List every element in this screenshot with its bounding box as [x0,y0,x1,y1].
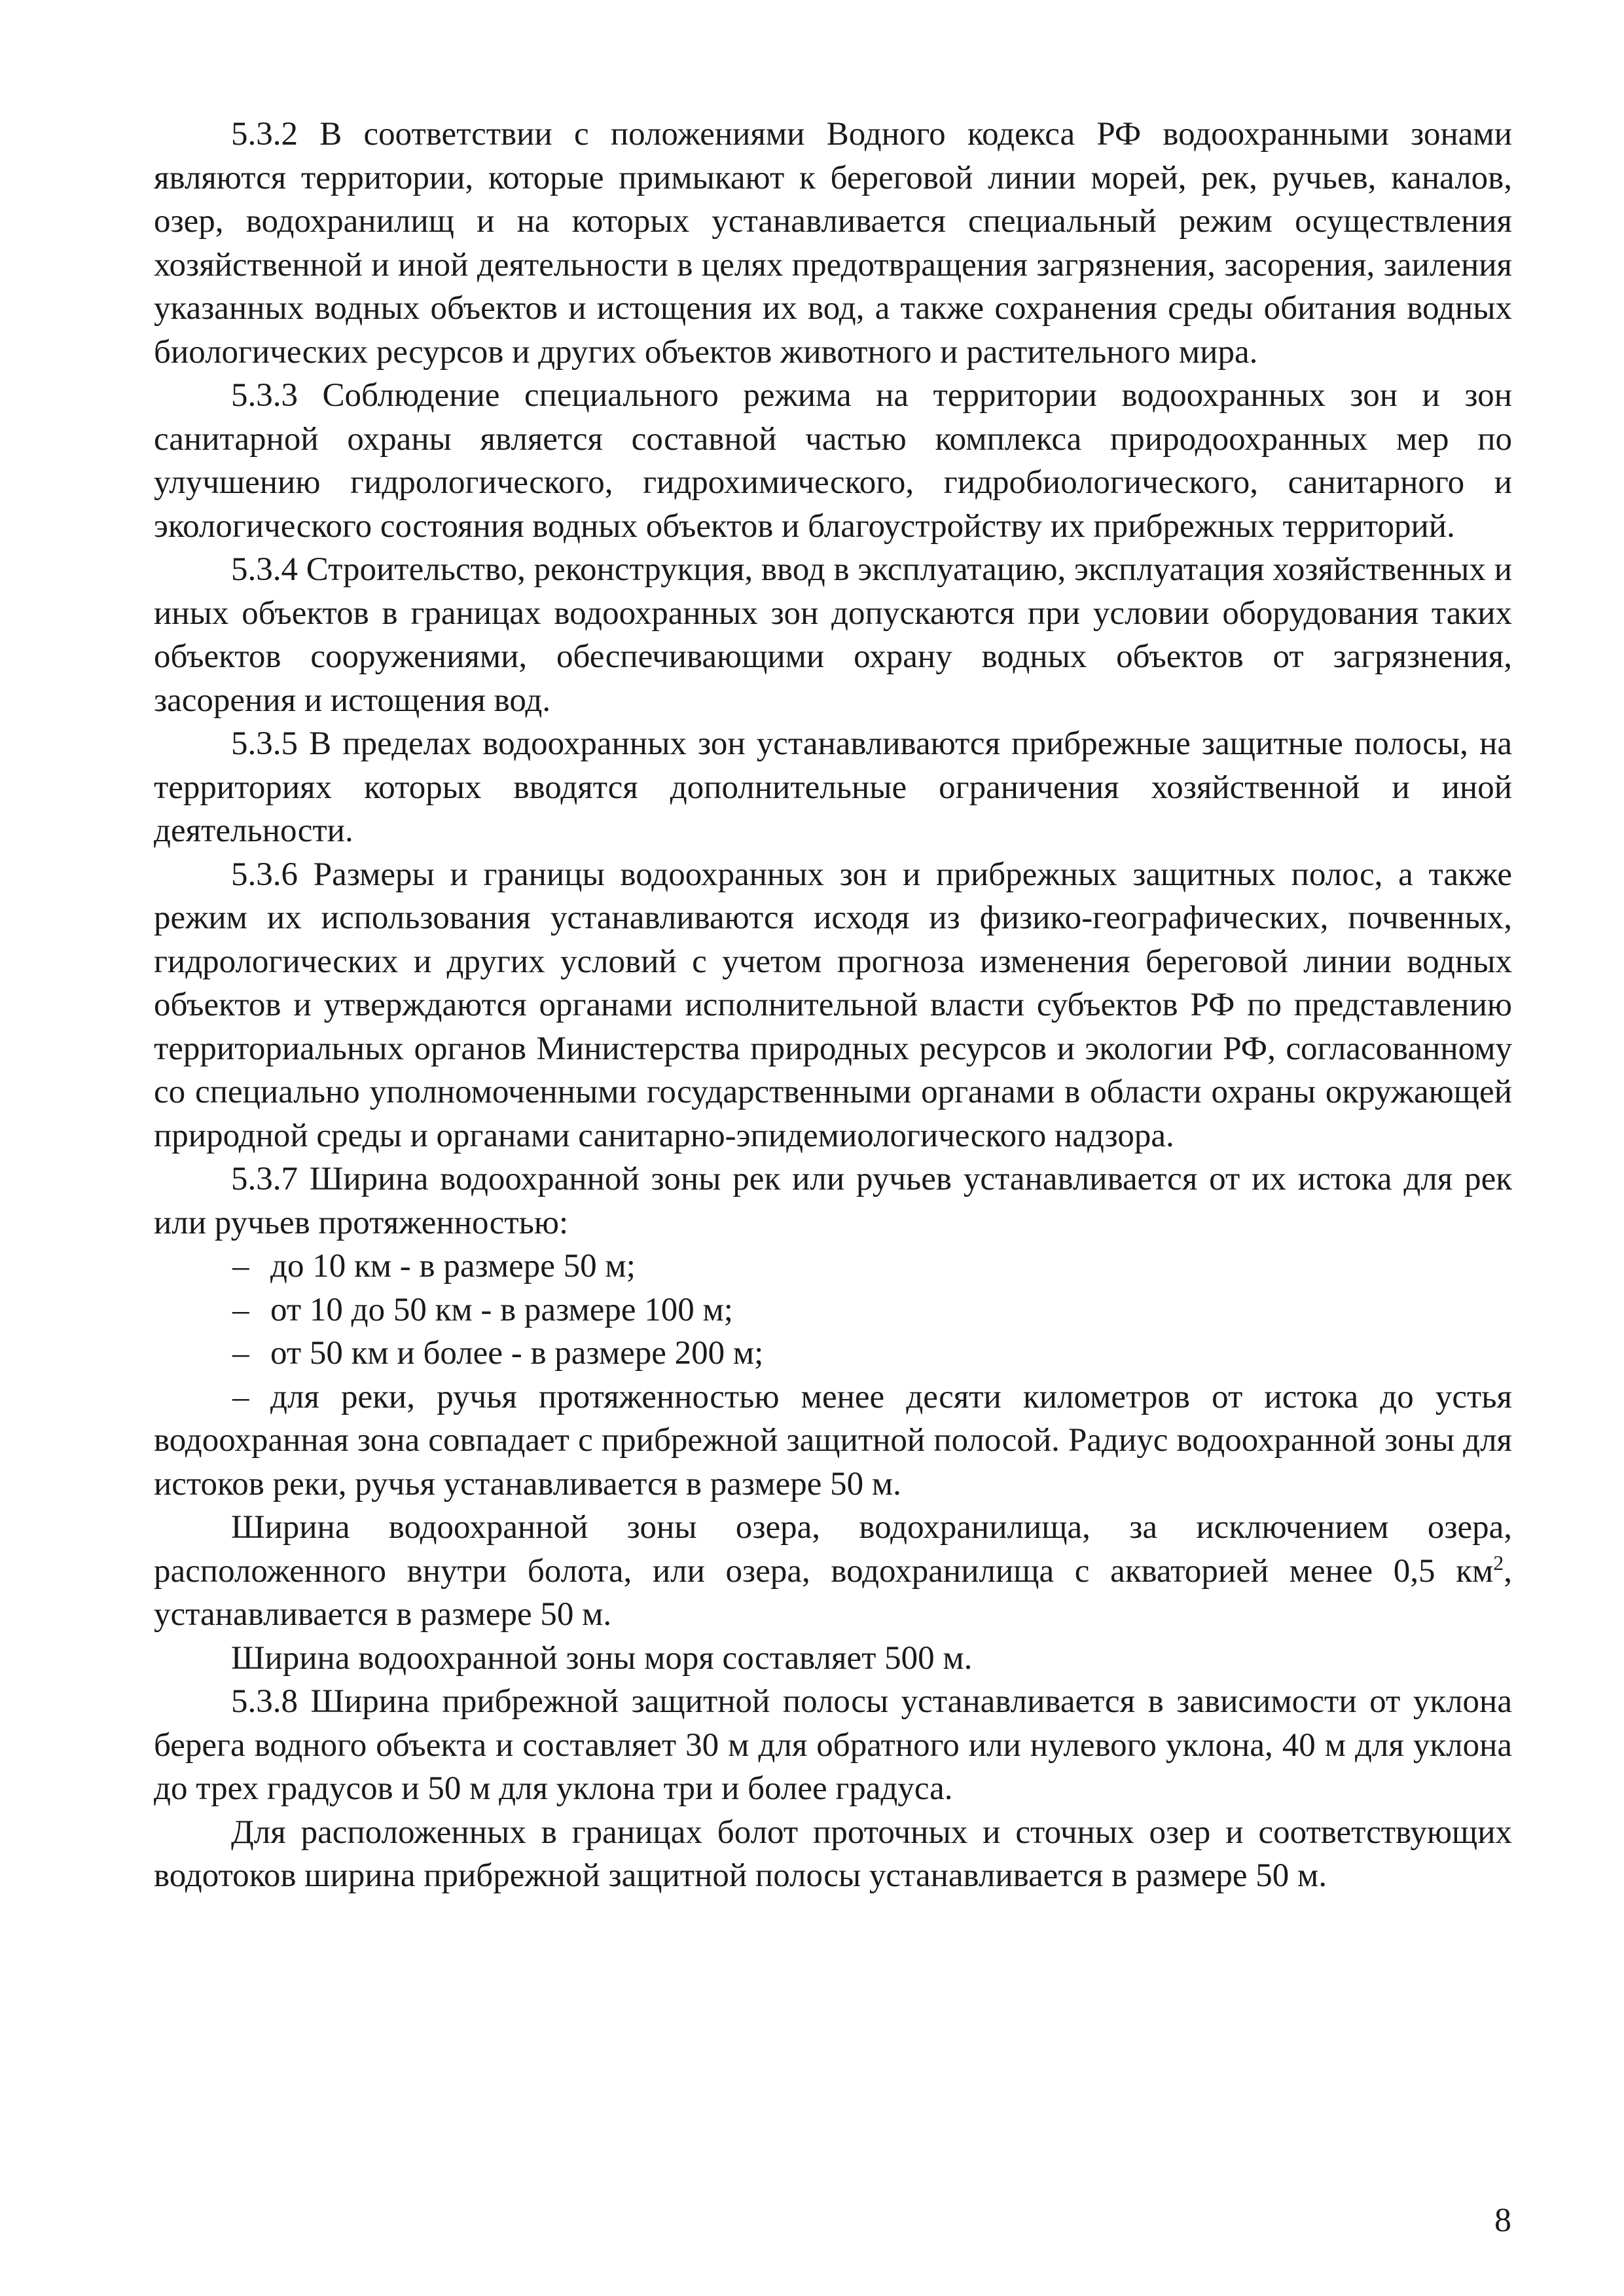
list-item-text: от 50 км и более - в размере 200 м; [270,1335,764,1372]
lake-text-main: Ширина водоохранной зоны озера, водохранилища, за исключением озера, расположенного внутри болота, или озера, водохранилища с акваторией менее 0,5 км [154,1509,1512,1590]
paragraph-5-3-4: 5.3.4 Строительство, реконструкция, ввод в эксплуатацию, эксплуатация хозяйственных и иных объектов в границах водоохранных зон допускаются при условии оборудования таких объектов сооружениями, обеспечивающими охрану водных объектов от загрязнения, засорения и истощения вод. [154,551,1512,719]
lake-text-tail: , устанавливается в размере 50 м. [154,1552,1512,1633]
document-page [154,113,1512,1898]
list-item-text: для реки, ручья протяженностью менее десяти километров от истока до устья водоохранная зона совпадает с прибрежной защитной полосой. Радиус водоохранной зоны для истоков реки, ручья устанавливается в размере 50 м. [154,1378,1512,1503]
paragraph-lake-width [154,1506,1512,1637]
paragraph-5-3-5: 5.3.5 В пределах водоохранных зон устанавливаются прибрежные защитные полосы, на территориях которых вводятся дополнительные ограничения хозяйственной и иной деятельности. [154,725,1512,849]
paragraph-sea-width: Ширина водоохранной зоны моря составляет 500 м. [231,1639,973,1677]
paragraph-5-3-3: 5.3.3 Соблюдение специального режима на территории водоохранных зон и зон санитарной охраны является составной частью комплекса природоохранных мер по улучшению гидрологического, гидрохимического, гидробиологического, санитарного и экологического состояния водных объектов и благоустройству их прибрежных территорий. [154,377,1512,545]
paragraph-swamp-lakes: Для расположенных в границах болот проточных и сточных озер и соответствующих водотоков ширина прибрежной защитной полосы устанавливается в размере 50 м. [154,1813,1512,1894]
dash-marker: – [232,1248,249,1285]
superscript-unit: 2 [1493,1550,1504,1575]
dash-marker: – [232,1291,249,1328]
list-item [154,1245,1512,1288]
page-number: 8 [1494,2202,1511,2239]
paragraph-5-3-6: 5.3.6 Размеры и границы водоохранных зон и прибрежных защитных полос, а также режим их использования устанавливаются исходя из физико-географических, почвенных, гидрологических и других условий с учетом прогноза изменения береговой линии водных объектов и утверждаются органами исполнительной власти субъектов РФ по представлению территориальных органов Министерства природных ресурсов и экологии РФ, согласованному со специально уполномоченными государственными органами в области охраны окружающей природной среды и органами санитарно-эпидемиологического надзора. [154,856,1512,1154]
list-item [154,1376,1512,1506]
list-item [154,1288,1512,1332]
paragraph-5-3-8: 5.3.8 Ширина прибрежной защитной полосы устанавливается в зависимости от уклона берега водного объекта и составляет 30 м для обратного или нулевого уклона, 40 м для уклона до трех градусов и 50 м для уклона три и более градуса. [154,1683,1512,1807]
list-item-text: до 10 км - в размере 50 м; [270,1248,636,1285]
paragraph-5-3-7: 5.3.7 Ширина водоохранной зоны рек или ручьев устанавливается от их истока для рек или ручьев протяженностью: [154,1161,1512,1241]
list-item [154,1332,1512,1376]
paragraph-5-3-2: 5.3.2 В соответствии с положениями Водного кодекса РФ водоохранными зонами являются территории, которые примыкают к береговой линии морей, рек, ручьев, каналов, озер, водохранилищ и на которых устанавливается специальный режим осуществления хозяйственной и иной деятельности в целях предотвращения загрязнения, засорения, заиления указанных водных объектов и истощения их вод, а также сохранения среды обитания водных биологических ресурсов и других объектов животного и растительного мира. [154,116,1512,371]
dash-marker: – [232,1335,249,1372]
dash-marker: – [232,1378,249,1415]
list-item-text: от 10 до 50 км - в размере 100 м; [270,1291,733,1328]
